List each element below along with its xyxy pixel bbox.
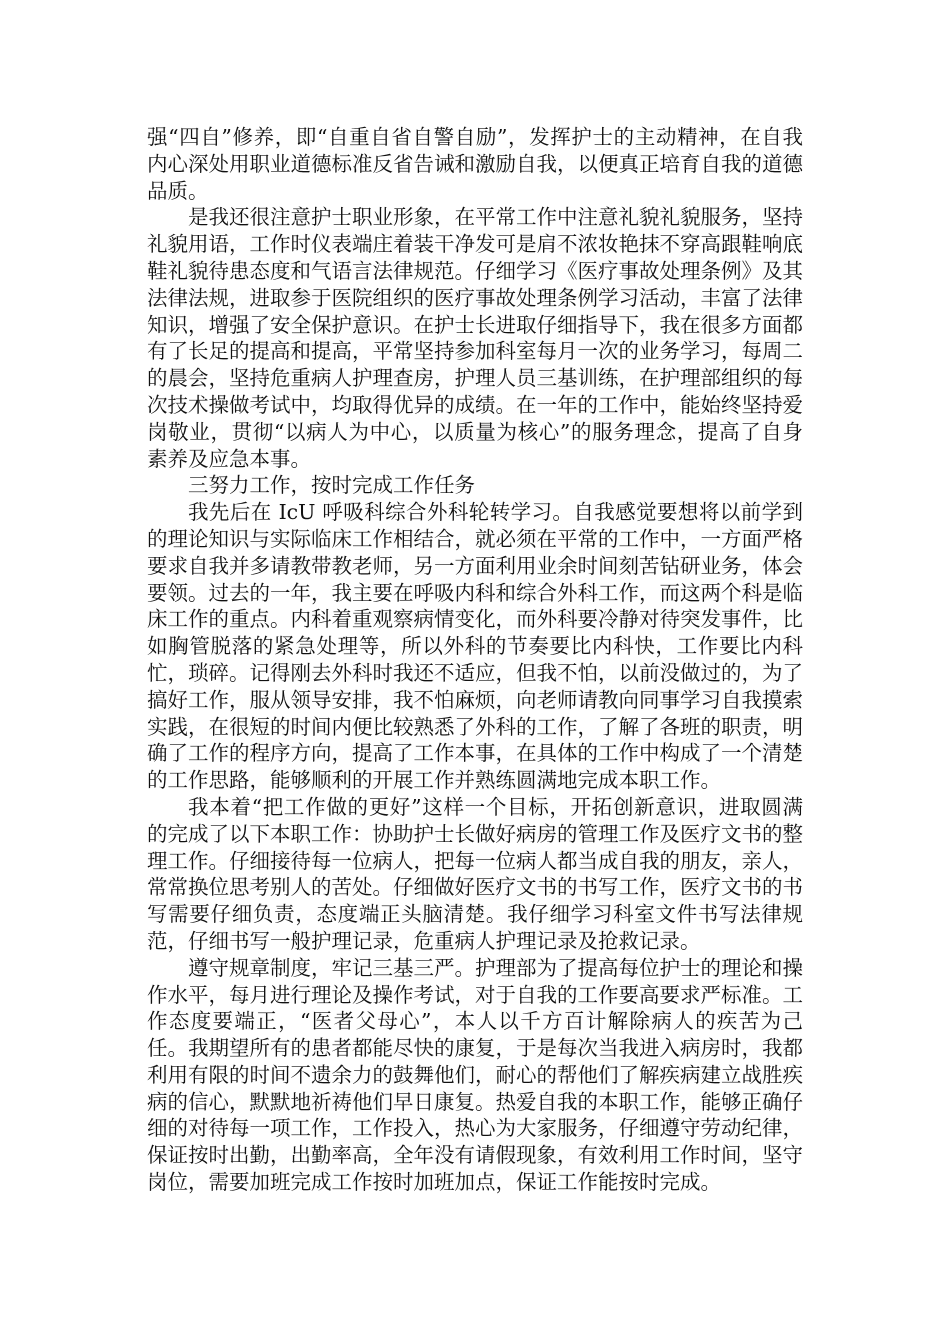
document-body <box>147 124 803 1196</box>
paragraph-rules-discipline: 遵守规章制度，牢记三基三严。护理部为了提高每位护士的理论和操作水平，每月进行理论及操作考试，对于自我的工作要高要求严标准。工作态度要端正，“医者父母心”，本人以千方百计解除病人的疾苦为己任。我期望所有的患者都能尽快的康复，于是每次当我进入病房时，我都利用有限的时间不遗余力的鼓舞他们，耐心的帮他们了解疾病建立战胜疾病的信心，默默地祈祷他们早日康复。热爱自我的本职工作，能够正确仔细的对待每一项工作，工作投入，热心为大家服务，仔细遵守劳动纪律，保证按时出勤，出勤率高，全年没有请假现象，有效利用工作时间，坚守岗位，需要加班完成工作按时加班加点，保证工作能按时完成。 <box>147 955 803 1195</box>
paragraph-duties-completed: 我本着“把工作做的更好”这样一个目标，开拓创新意识，进取圆满的完成了以下本职工作：协助护士长做好病房的管理工作及医疗文书的整理工作。仔细接待每一位病人，把每一位病人都当成自我的朋友，亲人，常常换位思考别人的苦处。仔细做好医疗文书的书写工作，医疗文书的书写需要仔细负责，态度端正头脑清楚。我仔细学习科室文件书写法律规范，仔细书写一般护理记录，危重病人护理记录及抢救记录。 <box>147 794 803 953</box>
paragraph-professional-image: 是我还很注意护士职业形象，在平常工作中注意礼貌礼貌服务，坚持礼貌用语，工作时仪表端庄着装干净发可是肩不浓妆艳抹不穿高跟鞋响底鞋礼貌待患态度和气语言法律规范。仔细学习《医疗事故处理条例》及其法律法规，进取参于医院组织的医疗事故处理条例学习活动，丰富了法律知识，增强了安全保护意识。在护士长进取仔细指导下，我在很多方面都有了长足的提高和提高，平常坚持参加科室每月一次的业务学习，每周二的晨会，坚持危重病人护理查房，护理人员三基训练，在护理部组织的每次技术操做考试中，均取得优异的成绩。在一年的工作中，能始终坚持爱岗敬业，贯彻“以病人为中心，以质量为核心”的服务理念，提高了自身素养及应急本事。 <box>147 205 803 471</box>
paragraph-continuation: 强“四自”修养，即“自重自省自警自励”，发挥护士的主动精神，在自我内心深处用职业道德标准反省告诫和激励自我，以便真正培育自我的道德品质。 <box>147 125 803 203</box>
paragraph-rotation-study: 我先后在 IcU 呼吸科综合外科轮转学习。自我感觉要想将以前学到的理论知识与实际临床工作相结合，就必须在平常的工作中，一方面严格要求自我并多请教带教老师，另一方面利用业余时间刻苦钻研业务，体会要领。过去的一年，我主要在呼吸内科和综合外科工作，而这两个科是临床工作的重点。内科着重观察病情变化，而外科要冷静对待突发事件，比如胸管脱落的紧急处理等，所以外科的节奏要比内科快，工作要比内科忙，琐碎。记得刚去外科时我还不适应，但我不怕，以前没做过的，为了搞好工作，服从领导安排，我不怕麻烦，向老师请教向同事学习自我摸索实践，在很短的时间内便比较熟悉了外科的工作，了解了各班的职责，明确了工作的程序方向，提高了工作本事，在具体的工作中构成了一个清楚的工作思路，能够顺利的开展工作并熟练圆满地完成本职工作。 <box>147 500 803 793</box>
section-heading-work-tasks: 三努力工作，按时完成工作任务 <box>188 473 475 498</box>
